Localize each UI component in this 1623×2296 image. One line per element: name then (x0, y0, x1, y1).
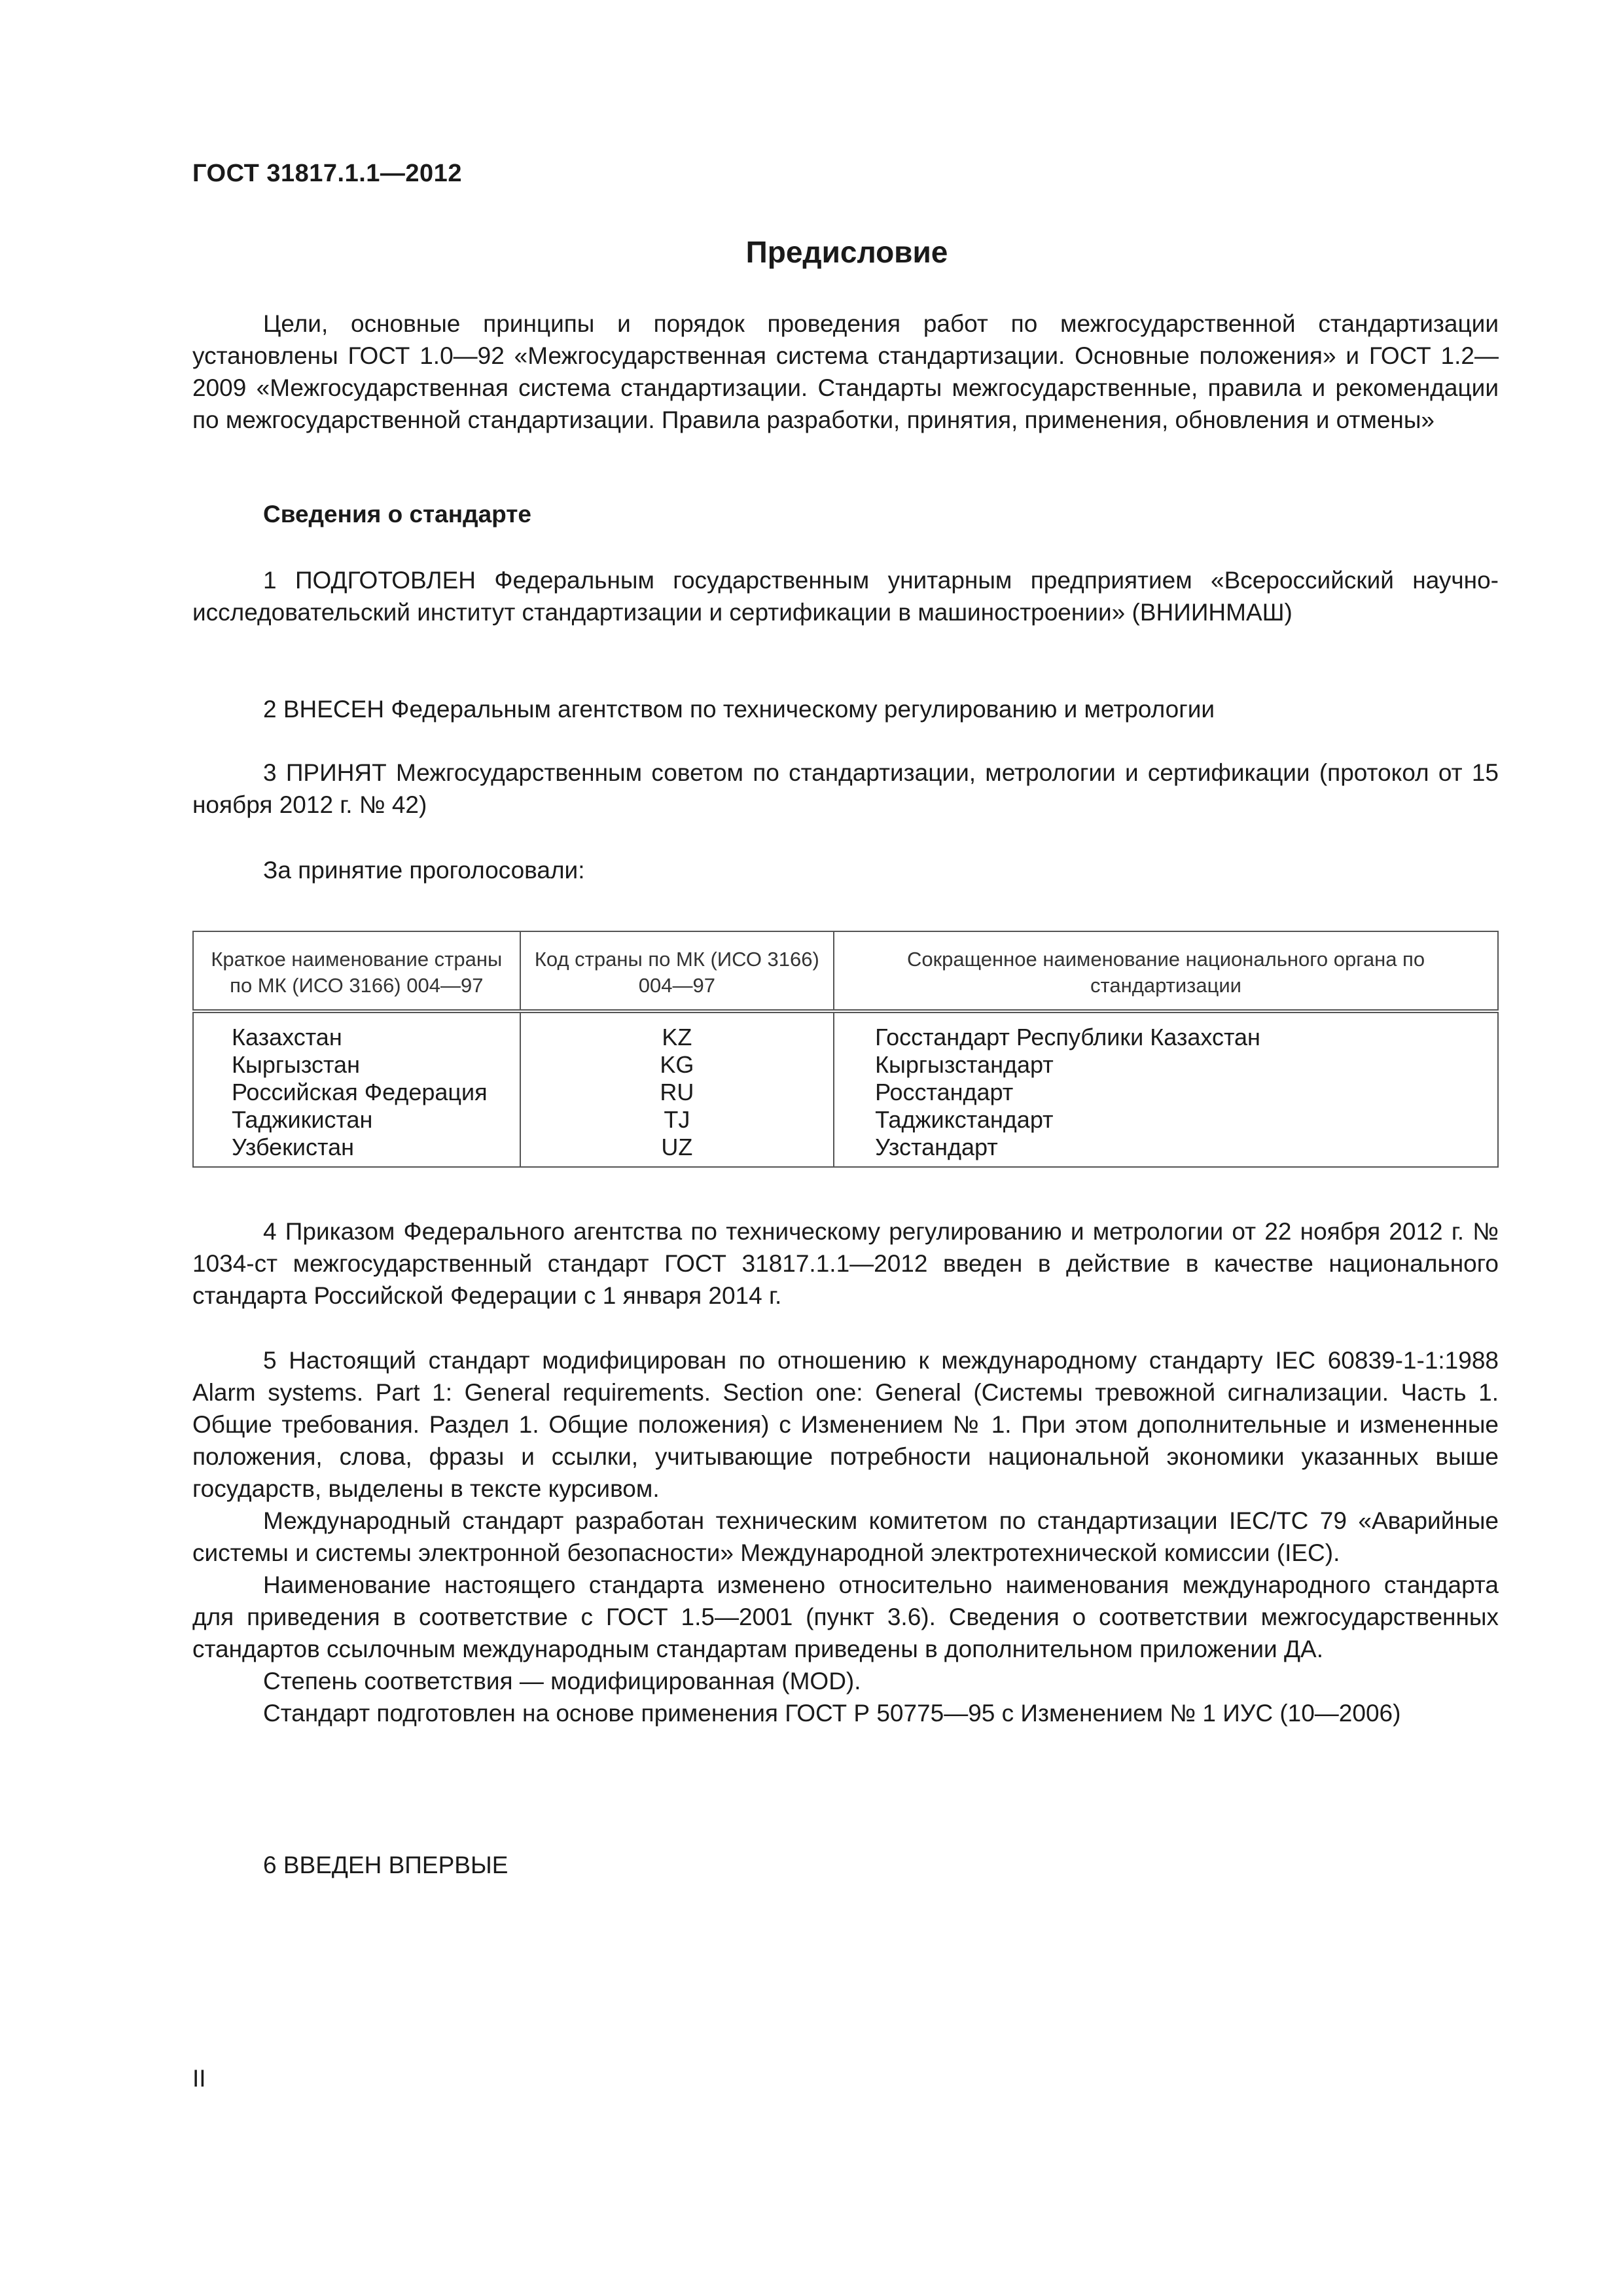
item-2-text: 2 ВНЕСЕН Федеральным агентством по техническому регулированию и метрологии (263, 696, 1215, 723)
page-number: II (192, 2065, 206, 2092)
page-title: Предисловие (745, 235, 948, 269)
national-body-cell: Госстандарт Республики Казахстан (834, 1011, 1498, 1051)
item-4 (192, 1215, 1499, 1312)
country-name-cell: Казахстан (193, 1011, 520, 1051)
item-5-paragraph-5: Стандарт подготовлен на основе применения ГОСТ Р 50775—95 с Изменением № 1 ИУС (10—2006) (263, 1700, 1401, 1727)
table-row (193, 1079, 1498, 1106)
item-5-paragraph-2: Международный стандарт разработан техническим комитетом по стандартизации IEC/TC 79 «Аварийные системы и системы электронной безопасности» Международной электротехнической комиссии (IEC). (192, 1507, 1499, 1566)
voted-label: За принятие проголосовали: (263, 857, 585, 884)
national-body-cell: Узстандарт (834, 1134, 1498, 1167)
item-6: 6 ВВЕДЕН ВПЕРВЫЕ (263, 1852, 508, 1878)
intro-text: Цели, основные принципы и порядок проведения работ по межгосударственной стандартизации установлены ГОСТ 1.0—92 «Межгосударственная система стандартизации. Основные положения» и ГОСТ 1.2—2009 «Межгосударственная система стандартизации. Стандарты межгосударственные, правила и рекомендации по межгосударственной стандартизации. Правила разработки, принятия, применения, обновления и отмены» (192, 310, 1499, 433)
national-body-cell: Кыргызстандарт (834, 1051, 1498, 1079)
item-5-paragraph-1: 5 Настоящий стандарт модифицирован по отношению к международному стандарту IEC 60839-1-1:1988 Alarm systems. Part 1: General requirements. Section one: General (Системы тревожной сигнализации. Часть 1. Общие требования. Раздел 1. Общие положения) с Изменением № 1. При этом дополнительные и измененные положения, слова, фразы и ссылки, учитывающие потребности национальной экономики указанных выше государств, выделены в тексте курсивом. (192, 1347, 1499, 1502)
country-code-cell: UZ (520, 1134, 834, 1167)
item-1-text: 1 ПОДГОТОВЛЕН Федеральным государственным унитарным предприятием «Всероссийский научно-исследовательский институт стандартизации и сертификации в машиностроении» (ВНИИНМАШ) (192, 567, 1499, 626)
national-body-cell: Таджикстандарт (834, 1106, 1498, 1134)
table-row (193, 1051, 1498, 1079)
country-name-cell: Таджикистан (193, 1106, 520, 1134)
item-1 (192, 564, 1499, 628)
item-4-text: 4 Приказом Федерального агентства по техническому регулированию и метрологии от 22 ноября 2012 г. № 1034-ст межгосударственный стандарт ГОСТ 31817.1.1—2012 введен в действие в качестве национального стандарта Российской Федерации с 1 января 2014 г. (192, 1218, 1499, 1309)
intro-paragraph (192, 308, 1499, 436)
country-code-cell: KG (520, 1051, 834, 1079)
item-3 (192, 757, 1499, 821)
country-name-cell: Узбекистан (193, 1134, 520, 1167)
item-3-text: 3 ПРИНЯТ Межгосударственным советом по стандартизации, метрологии и сертификации (протокол от 15 ноября 2012 г. № 42) (192, 759, 1499, 818)
item-5-paragraph-4: Степень соответствия — модифицированная (MOD). (263, 1668, 861, 1695)
table-header-national-body: Сокращенное наименование национального органа по стандартизации (834, 931, 1498, 1011)
national-body-cell: Росстандарт (834, 1079, 1498, 1106)
table-header-country-code: Код страны по МК (ИСО 3166) 004—97 (520, 931, 834, 1011)
country-name-cell: Российская Федерация (193, 1079, 520, 1106)
table-header-row (193, 931, 1498, 1011)
table-header-country-name: Краткое наименование страны по МК (ИСО 3166) 004—97 (193, 931, 520, 1011)
voting-table (192, 931, 1499, 1168)
country-code-cell: RU (520, 1079, 834, 1106)
country-code-cell: KZ (520, 1011, 834, 1051)
item-5-paragraph-3: Наименование настоящего стандарта изменено относительно наименования международного стандарта для приведения в соответствие с ГОСТ 1.5—2001 (пункт 3.6). Сведения о соответствии межгосударственных стандартов ссылочным международным стандартам приведены в дополнительном приложении ДА. (192, 1571, 1499, 1662)
item-5 (192, 1344, 1499, 1729)
item-2 (192, 693, 1499, 725)
country-name-cell: Кыргызстан (193, 1051, 520, 1079)
table-row (193, 1106, 1498, 1134)
standard-info-heading: Сведения о стандарте (263, 501, 531, 528)
country-code-cell: TJ (520, 1106, 834, 1134)
table-row (193, 1011, 1498, 1051)
table-row (193, 1134, 1498, 1167)
document-code: ГОСТ 31817.1.1—2012 (192, 160, 462, 187)
